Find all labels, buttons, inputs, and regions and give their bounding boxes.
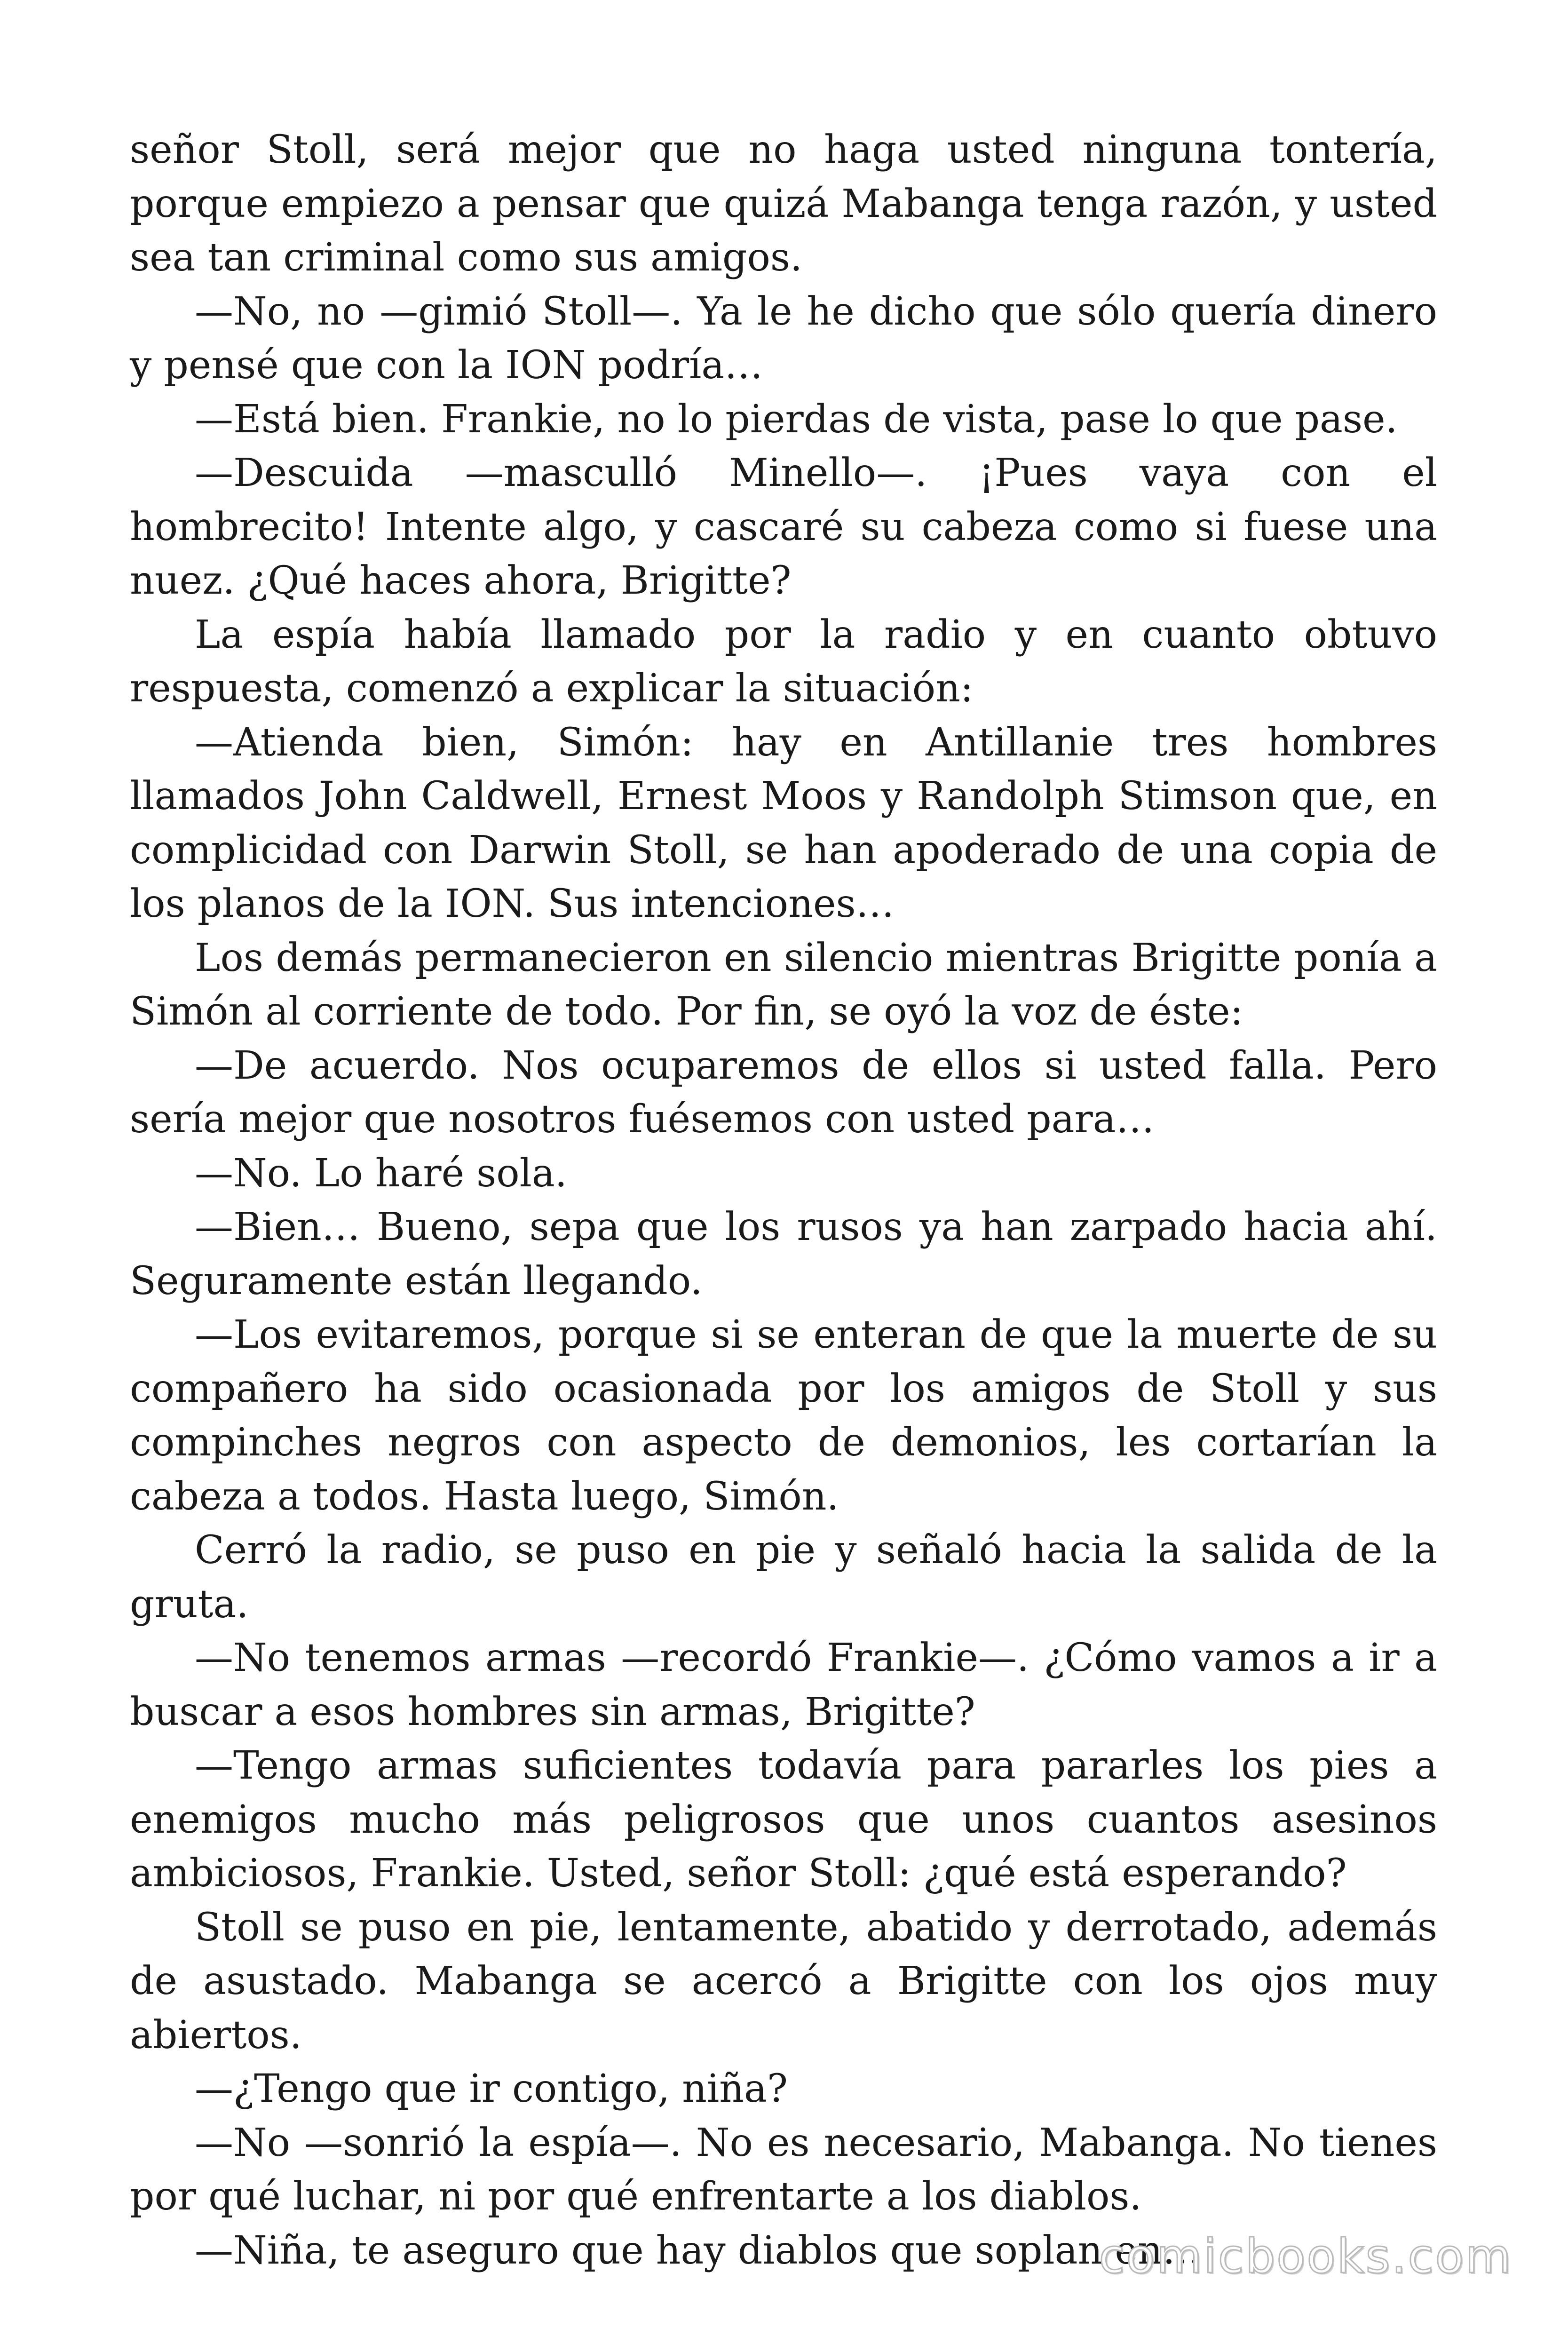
paragraph-15: Stoll se puso en pie, lentamente, abatido y derrotado, además de asustado. Mabanga se acercó a Brigitte con los ojos muy abiertos. [130,1905,1437,2058]
paragraph-18: —Niña, te aseguro que hay diablos que soplan en… [195,2228,1201,2273]
paragraph-4: —Descuida —mascullό Minello—. ¡Pues vaya con el hombrecito! Intente algo, y cascaré su cabeza como si fuese una nuez. ¿Qué haces ahora, Brigitte? [130,451,1437,603]
paragraph-17: —No —sonrió la espía—. No es necesario, Mabanga. No tienes por qué luchar, ni por qué enfrentarte a los diablos. [130,2120,1437,2219]
paragraph-13: —No tenemos armas —recordó Frankie—. ¿Cómo vamos a ir a buscar a esos hombres sin armas, Brigitte? [130,1636,1437,1734]
paragraph-5: La espía había llamado por la radio y en cuanto obtuvo respuesta, comenzó a explicar la situación: [130,612,1437,711]
page-text [130,123,1437,2278]
paragraph-6: —Atienda bien, Simón: hay en Antillanie tres hombres llamados John Caldwell, Ernest Moos y Randolph Stimson que, en complicidad con Darwin Stoll, se han apoderado de una copia de los planos de la ION. Sus intenciones… [130,720,1437,926]
paragraph-1: señor Stoll, será mejor que no haga usted ninguna tontería, porque empiezo a pensar que quizá Mabanga tenga razón, y usted sea tan criminal como sus amigos. [130,127,1437,280]
paragraph-3: —Está bien. Frankie, no lo pierdas de vista, pase lo que pase. [195,397,1398,442]
paragraph-11: —Los evitaremos, porque si se enteran de que la muerte de su compañero ha sido ocasionada por los amigos de Stoll y sus compinches negros con aspecto de demonios, les cortarían la cabeza a todos. Hasta luego, Simón. [130,1312,1437,1519]
paragraph-9: —No. Lo haré sola. [195,1151,567,1196]
paragraph-8: —De acuerdo. Nos ocuparemos de ellos si usted falla. Pero sería mejor que nosotros fuésemos con usted para… [130,1043,1437,1142]
paragraph-16: —¿Tengo que ir contigo, niña? [195,2066,788,2111]
paragraph-14: —Tengo armas suficientes todavía para pararles los pies a enemigos mucho más peligrosos que unos cuantos asesinos ambiciosos, Frankie. Usted, señor Stoll: ¿qué está esperando? [130,1743,1437,1896]
paragraph-10: —Bien… Bueno, sepa que los rusos ya han zarpado hacia ahí. Seguramente están llegando. [130,1205,1437,1303]
paragraph-2: —No, no —gimió Stoll—. Ya le he dicho que sólo quería dinero y pensé que con la ION podría… [130,289,1437,388]
paragraph-12: Cerró la radio, se puso en pie y señaló hacia la salida de la gruta. [130,1528,1437,1627]
watermark: comicbooks.com [1099,2229,1513,2284]
paragraph-7: Los demás permanecieron en silencio mientras Brigitte ponía a Simón al corriente de todo. Por fin, se oyó la voz de éste: [130,935,1437,1034]
